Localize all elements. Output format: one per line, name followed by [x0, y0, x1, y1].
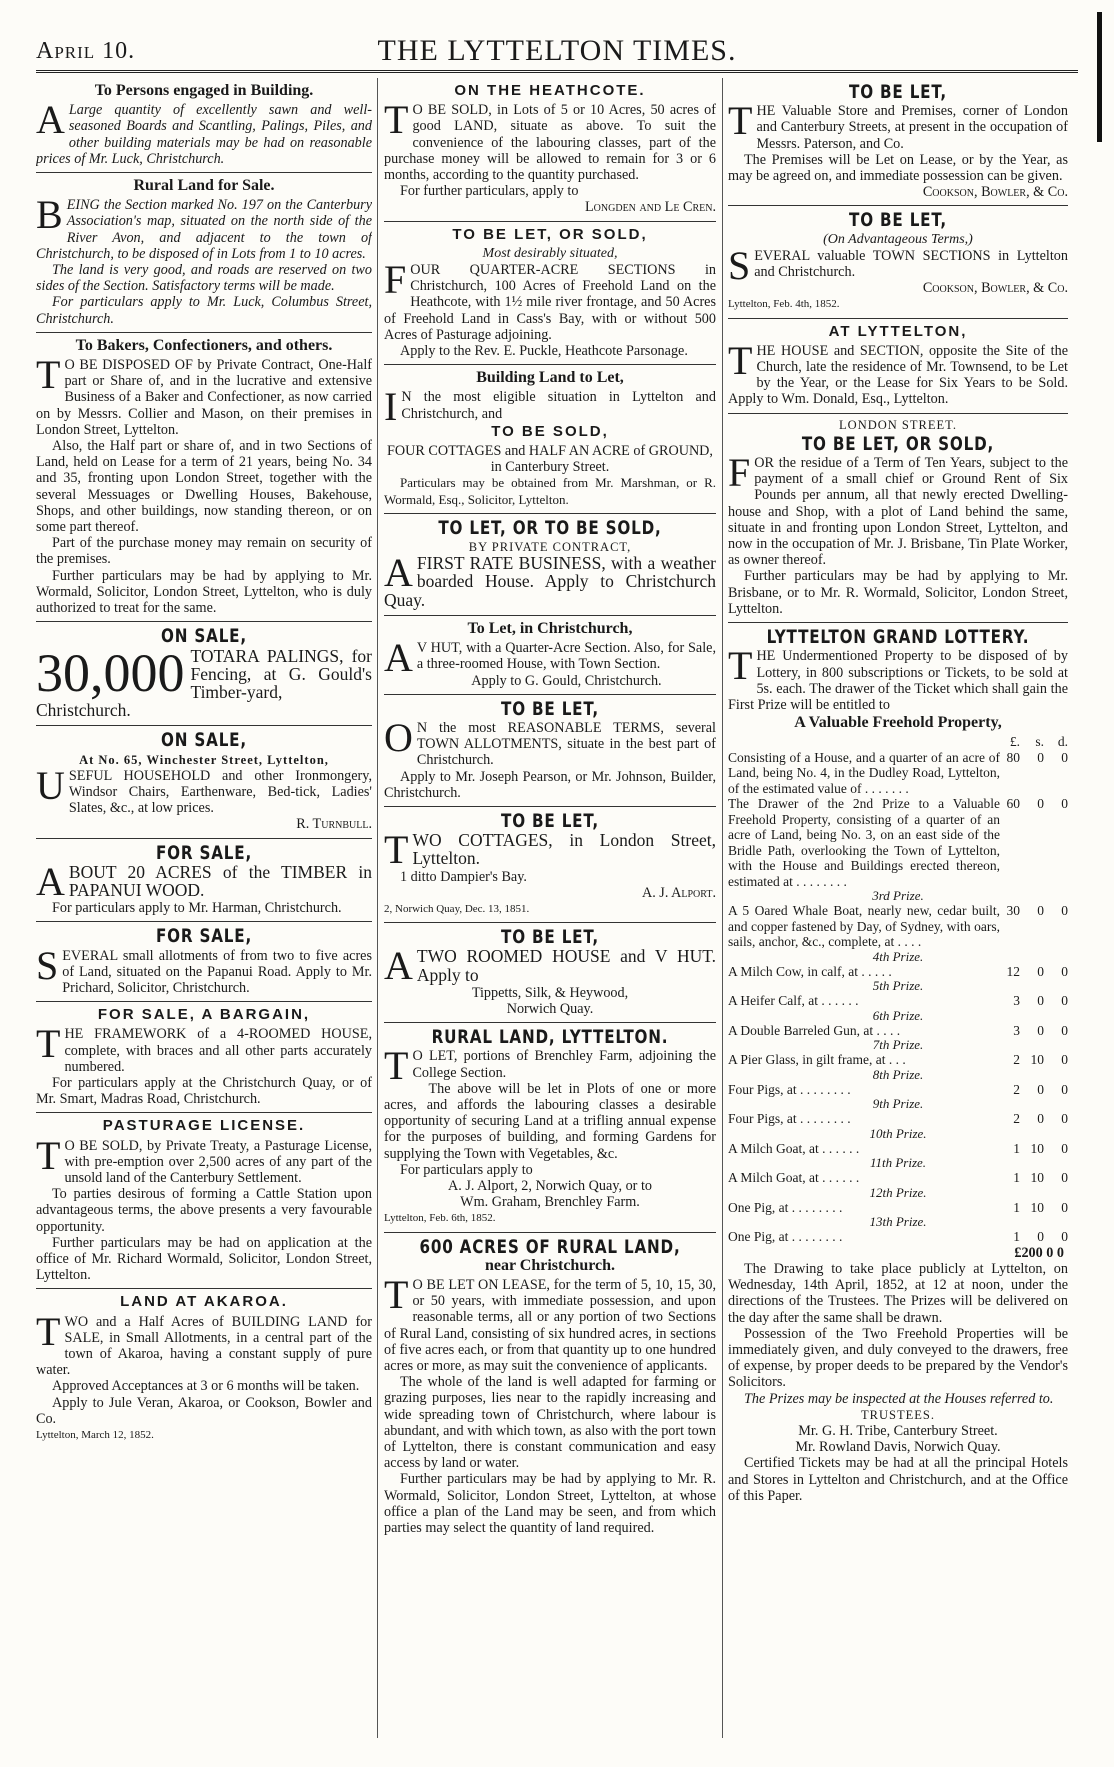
ad-heading: TO BE LET,: [501, 697, 599, 720]
prize-number: 8th Prize.: [872, 1066, 924, 1082]
prize-value: 3: [1013, 1022, 1020, 1038]
drop-cap: T: [384, 1272, 409, 1317]
prize-number: 5th Prize.: [872, 978, 924, 994]
ad-body: TOTARA PALINGS, for Fencing, at G. Gould's Timber-yard, Christchurch.: [36, 645, 372, 721]
ad-signature: Cookson, Bowler, & Co.: [922, 184, 1068, 201]
prize-row: [728, 1111, 1068, 1127]
ad-brenchley-farm: [384, 1023, 716, 1232]
ad-heading: RURAL LAND, LYTTELTON.: [431, 1026, 669, 1049]
ad-subheading: BY PRIVATE CONTRACT,: [468, 540, 632, 555]
ad-v-hut: [384, 616, 716, 695]
ad-allotments: [36, 922, 372, 1002]
ad-text: The Prizes may be inspected at the Houses referred to.: [744, 1390, 1054, 1407]
ad-heading: TO BE LET,: [501, 809, 599, 832]
ad-text: Certified Tickets may be had at all the principal Hotels and Stores in Lyttelton and Christchurch, and at the Office of this Paper.: [728, 1455, 1068, 1504]
prize-row: [728, 964, 1068, 980]
drop-cap: U: [36, 762, 65, 808]
drop-cap: T: [384, 97, 409, 143]
prize-value: 0: [1037, 1229, 1044, 1245]
prize-description: A Milch Cow, in calf, at . . . . .: [728, 963, 892, 979]
ad-town-allotments: [384, 695, 716, 807]
ad-body: EVERAL valuable TOWN SECTIONS in Lyttelton and Christchurch.: [754, 247, 1068, 281]
ad-text: For particulars apply to: [400, 1161, 533, 1178]
prize-value: 0: [1061, 1111, 1068, 1127]
ad-text: The above will be let in Plots of one or more acres, and affords the labouring classes a desirable opportunity of securing Land at a trifling annual expense for the purposes of building, and forming Gardens for supplying the Town with Vegetables, &c.: [384, 1080, 716, 1162]
ad-grand-lottery: [728, 623, 1068, 1509]
ad-body: HE FRAMEWORK of a 4-ROOMED HOUSE, complete, with braces and all other parts accurately numbered.: [64, 1026, 372, 1075]
drop-cap: T: [384, 827, 409, 873]
column-3: [728, 78, 1068, 1758]
prize-value: 0: [1061, 1081, 1068, 1097]
prize-value: 0: [1061, 796, 1068, 812]
prize-value: 1: [1013, 1170, 1020, 1186]
ad-text: Further particulars may be had on application at the office of Mr. Richard Wormald, Solicitor, London Street, Lyttelton.: [36, 1234, 372, 1284]
ad-body: Large quantity of excellently sawn and well-seasoned Boards and Scantling, Palings, Piles, and other building materials may be had on reasonable prices of Mr. Luck, Christchurch.: [36, 102, 372, 167]
ad-body: SEFUL HOUSEHOLD and other Ironmongery, Windsor Chairs, Earthenware, Bed-tick, Ladies' Slates, &c., at low prices.: [68, 767, 372, 817]
pence-label: d.: [1057, 734, 1068, 750]
prize-value: 0: [1061, 903, 1068, 919]
ad-heading-secondary: TO BE SOLD,: [491, 422, 609, 440]
ad-heading: TO BE LET,: [849, 209, 947, 232]
ad-heading: To Bakers, Confectioners, and others.: [75, 336, 333, 354]
ad-household: [36, 726, 372, 838]
ad-body: HE Valuable Store and Premises, corner of London and Canterbury Streets, at present in the occupation of Messrs. Paterson, and Co.: [756, 103, 1068, 152]
prize-description: A 5 Oared Whale Boat, nearly new, cedar built, and copper fastened by Day, of Sydney, with oars, sails, anchor, &c., complete, at . . . .: [728, 903, 1000, 950]
column-2: [384, 78, 716, 1758]
ad-body: HE Undermentioned Property to be disposed of by Lottery, in 800 subscriptions or Tickets, to be sold at 5s. each. The drawer of the Ticket which shall gain the First Prize will be entitled to: [728, 648, 1068, 713]
ad-text: For further particulars, apply to: [400, 183, 579, 200]
ad-body: OUR QUARTER-ACRE SECTIONS in Christchurch, 100 Acres of Freehold Land on the Heathcote, with 1½ mile river frontage, and 50 Acres of Freehold Land in Cass's Bay, with or without 500 Acres of Pasturage adjoining.: [384, 262, 716, 343]
prize-value: 0: [1061, 1199, 1068, 1215]
ad-church-house: [728, 319, 1068, 414]
ad-heading: TO BE LET, OR SOLD,: [452, 225, 648, 243]
prize-value: 10: [1030, 1052, 1044, 1068]
drop-cap: T: [36, 352, 61, 398]
prize-row: [728, 993, 1068, 1009]
ad-heading: ON SALE,: [161, 729, 247, 752]
ad-building: [36, 78, 372, 173]
prize-value: 0: [1037, 963, 1044, 979]
issue-date: April 10.: [36, 38, 136, 64]
prize-value: 0: [1037, 749, 1044, 765]
prize-description: The Drawer of the 2nd Prize to a Valuable Freehold Property, consisting of a quarter of an acre of Land, being No. 3, on an east side of the Bridle Path, overlooking the Town of Lyttelton, with the House and Buildings erected thereon, estimated at . . . . . . . .: [728, 796, 1000, 889]
masthead: [36, 30, 1078, 73]
ad-body: HE HOUSE and SECTION, opposite the Site of the Church, late the residence of Mr. Townsend, to be Let by the Year, or the Lease for Six Years to be Sold. Apply to Wm. Donald, Esq., Lyttelton.: [728, 342, 1068, 408]
prize-row: [728, 903, 1068, 950]
ad-text: Apply to Mr. Joseph Pearson, or Mr. Johnson, Builder, Christchurch.: [384, 768, 716, 801]
ad-rural-land: [36, 173, 372, 333]
ad-heading: TO LET, OR TO BE SOLD,: [438, 516, 662, 539]
ad-pasturage: [36, 1113, 372, 1289]
prize-row: [728, 1200, 1068, 1216]
ad-town-sections: [728, 206, 1068, 318]
ad-text: To parties desirous of forming a Cattle Station upon advantageous terms, the above presents a very favourable opportunity.: [36, 1186, 372, 1235]
prize-value: 0: [1061, 963, 1068, 979]
prize-value: 12: [1006, 963, 1020, 979]
prize-value: 60: [1006, 796, 1020, 812]
ad-date: Lyttelton, March 12, 1852.: [36, 1429, 154, 1442]
ad-subheading: near Christchurch.: [484, 1256, 616, 1274]
ad-body: O BE DISPOSED OF by Private Contract, One-Half part or Share of, and in the lucrative and extensive Business of a Baker and Confectioner, as now carried on by Messrs. Collier and Mason, on their premises in London Street, Lyttelton.: [36, 357, 372, 438]
lottery-property-heading: A Valuable Freehold Property,: [794, 714, 1002, 732]
trustee-name: Mr. Rowland Davis, Norwich Quay.: [795, 1439, 1001, 1456]
page-edge-rule: [1097, 12, 1102, 142]
prize-row: [728, 750, 1068, 797]
prize-value: 0: [1037, 1022, 1044, 1038]
ad-heading: TO BE LET, OR SOLD,: [801, 432, 995, 455]
ad-heading: ON SALE,: [161, 625, 247, 648]
pounds-label: £.: [1009, 734, 1020, 750]
ad-text: Wm. Graham, Brenchley Farm.: [460, 1194, 640, 1211]
drop-cap: S: [728, 242, 751, 288]
ad-heading: TO BE LET,: [501, 926, 599, 949]
ad-signature: Longden and Le Cren.: [585, 199, 716, 216]
drop-cap: A: [36, 858, 65, 904]
ad-date: 2, Norwich Quay, Dec. 13, 1851.: [384, 902, 530, 915]
ad-roomed-house: [384, 923, 716, 1023]
ad-heading: To Let, in Christchurch,: [467, 619, 633, 637]
drop-cap: B: [36, 192, 63, 238]
ad-body: WO COTTAGES, in London Street, Lyttelton.: [412, 830, 716, 869]
prize-value: 2: [1013, 1111, 1020, 1127]
palings-quantity: 30,000: [36, 642, 185, 703]
drop-cap: I: [384, 384, 398, 430]
prize-row: [728, 1170, 1068, 1186]
drop-cap: O: [384, 714, 413, 760]
prize-row: [728, 1082, 1068, 1098]
trustee-name: Mr. G. H. Tribe, Canterbury Street.: [798, 1423, 998, 1440]
lottery-total: £200 0 0: [1014, 1244, 1064, 1261]
prize-row: [728, 796, 1068, 889]
prize-description: A Milch Goat, at . . . . . .: [728, 1140, 860, 1156]
ad-body: TWO ROOMED HOUSE and V HUT. Apply to: [416, 946, 716, 985]
prize-number: 11th Prize.: [869, 1155, 927, 1171]
prize-value: 0: [1037, 993, 1044, 1009]
prize-value: 0: [1061, 993, 1068, 1009]
prize-description: Four Pigs, at . . . . . . . .: [728, 1081, 851, 1097]
column-divider: [377, 78, 378, 1738]
drop-cap: F: [728, 450, 751, 496]
prize-value: 10: [1030, 1199, 1044, 1215]
lottery-prize-list: [728, 750, 1068, 1245]
column-1: [36, 78, 372, 1748]
ad-body: FIRST RATE BUSINESS, with a weather boarded House. Apply to Christchurch Quay.: [384, 553, 716, 610]
ad-signature: A. J. Alport.: [641, 884, 716, 901]
ad-text: The land is very good, and roads are reserved on two sides of the Section. Satisfactory terms will be made.: [36, 262, 372, 295]
ad-heading: To Persons engaged in Building.: [94, 82, 314, 99]
prize-row: [728, 1141, 1068, 1157]
ad-date: Lyttelton, Feb. 4th, 1852.: [728, 298, 840, 311]
prize-value: 0: [1061, 1229, 1068, 1245]
prize-row: [728, 1229, 1068, 1245]
prize-number: 3rd Prize.: [872, 888, 924, 904]
prize-description: A Double Barreled Gun, at . . . .: [728, 1022, 901, 1038]
ad-body: N the most eligible situation in Lyttelton and Christchurch, and: [401, 389, 716, 422]
ad-heading: 600 ACRES OF RURAL LAND,: [419, 1235, 681, 1258]
drop-cap: T: [36, 1132, 61, 1178]
prize-description: One Pig, at . . . . . . . .: [728, 1229, 843, 1245]
ad-body: EING the Section marked No. 197 on the Canterbury Association's map, situated on the north side of the River Avon, and adjacent to the town of Christchurch, to be disposed of in Lots from 1 to 10 acres.: [36, 197, 372, 262]
drop-cap: T: [36, 1308, 61, 1354]
ad-text: Further particulars may be had by applying to Mr. Brisbane, or to Mr. R. Wormald, Solicitor, London Street, Lyttelton.: [728, 568, 1068, 617]
ad-text: The Drawing to take place publicly at Lyttelton, on Wednesday, 14th April, 1852, at 12 at noon, under the directions of the Trustees. The Prizes will be delivered on the day after the same shall be drawn.: [728, 1261, 1068, 1326]
ad-text: FOUR COTTAGES and HALF AN ACRE of GROUND, in Canterbury Street.: [387, 443, 713, 476]
prize-row: [728, 1052, 1068, 1068]
ad-subheading: At No. 65, Winchester Street, Lyttelton,: [79, 752, 329, 767]
drop-cap: S: [36, 942, 59, 988]
prize-value: 10: [1030, 1170, 1044, 1186]
prize-description: One Pig, at . . . . . . . .: [728, 1199, 843, 1215]
ad-text: Apply to the Rev. E. Puckle, Heathcote Parsonage.: [400, 343, 688, 360]
ad-signature: Cookson, Bowler, & Co.: [922, 280, 1068, 297]
prize-value: 0: [1061, 1052, 1068, 1068]
prize-number: 7th Prize.: [872, 1037, 924, 1053]
ad-600-acres: [384, 1233, 716, 1542]
prize-number: 12th Prize.: [869, 1184, 927, 1200]
currency-header: [728, 734, 1068, 750]
prize-value: 1: [1013, 1229, 1020, 1245]
ad-timber: [36, 839, 372, 923]
prize-value: 1: [1013, 1140, 1020, 1156]
prize-description: A Pier Glass, in gilt frame, at . . .: [728, 1052, 906, 1068]
trustees-label: TRUSTEES.: [861, 1407, 935, 1422]
ad-heading: PASTURAGE LICENSE.: [102, 1117, 306, 1135]
ad-text: Also, the Half part or share of, and in two Sections of Land, held on Lease for a term of 21 years, being No. 34 and 35, fronting upon London Street, together with the several Messuages or Dwelling Houses, Bakehouse, Shops, and other buildings, now standing thereon, or on some part thereof.: [36, 438, 372, 536]
prize-value: 0: [1037, 903, 1044, 919]
ad-heading: Building Land to Let,: [476, 369, 624, 387]
drop-cap: A: [36, 97, 65, 143]
prize-value: 0: [1061, 1170, 1068, 1186]
ad-heading: AT LYTTELTON,: [828, 322, 968, 340]
prize-description: A Heifer Calf, at . . . . . .: [728, 993, 859, 1009]
column-divider: [722, 78, 723, 1738]
ad-text: Apply to Jule Veran, Akaroa, or Cookson, Bowler and Co.: [36, 1394, 372, 1427]
prize-description: Consisting of a House, and a quarter of an acre of Land, being No. 4, in the Dudley Road, Lyttelton, of the estimated value of . . . . . . .: [728, 749, 1000, 796]
ad-heading: ON THE HEATHCOTE.: [454, 82, 646, 99]
ad-subheading: Most desirably situated,: [482, 245, 618, 261]
newspaper-title: THE LYTTELTON TIMES.: [377, 34, 737, 67]
ad-body: O BE SOLD, by Private Treaty, a Pasturage License, with pre-emption over 2,500 acres of any part of the unsold land of the Canterbury Settlement.: [64, 1137, 372, 1186]
prize-value: 0: [1061, 1022, 1068, 1038]
ad-bakers: [36, 333, 372, 622]
prize-description: A Milch Goat, at . . . . . .: [728, 1170, 860, 1186]
ad-text: Tippetts, Silk, & Heywood,: [471, 984, 629, 1001]
prize-number: 9th Prize.: [872, 1096, 924, 1112]
ad-heading: Rural Land for Sale.: [133, 177, 275, 195]
ad-london-street: [728, 414, 1068, 623]
ad-signature: R. Turnbull.: [296, 816, 372, 833]
prize-number: 10th Prize.: [869, 1125, 927, 1141]
ad-cottages: [384, 807, 716, 923]
ad-body: O BE LET ON LEASE, for the term of 5, 10, 15, 30, or 50 years, with immediate possession, and upon reasonable terms, all or any portion of two Sections of Rural Land, consisting of six hundred acres, in sections of five acres each, or from that quantity up to one hundred acres or more, as may suit the convenience of applicants.: [384, 1277, 716, 1375]
ad-heading: TO BE LET,: [849, 81, 947, 103]
drop-cap: T: [728, 643, 753, 689]
prize-value: 1: [1013, 1199, 1020, 1215]
drop-cap: T: [728, 337, 753, 383]
drop-cap: T: [384, 1043, 409, 1089]
ad-text: For particulars apply at the Christchurch Quay, or of Mr. Smart, Madras Road, Christchurch.: [36, 1074, 372, 1108]
prize-description: Four Pigs, at . . . . . . . .: [728, 1111, 851, 1127]
ad-body: O BE SOLD, in Lots of 5 or 10 Acres, 50 acres of good LAND, situate as above. To suit the convenience of the labouring classes, part of the purchase money will be allowed to remain for 3 or 6 months, according to the quantity purchased.: [384, 102, 716, 184]
ad-date: Lyttelton, Feb. 6th, 1852.: [384, 1212, 496, 1225]
ad-heading: LAND AT AKAROA.: [120, 1293, 288, 1311]
prize-value: 30: [1006, 903, 1020, 919]
ad-heading: FOR SALE,: [155, 841, 253, 864]
prize-number: 4th Prize.: [872, 948, 924, 964]
prize-value: 10: [1030, 1140, 1044, 1156]
ad-heathcote: [384, 78, 716, 222]
drop-cap: T: [36, 1021, 61, 1067]
prize-value: 0: [1037, 796, 1044, 812]
ad-text: 1 ditto Dampier's Bay.: [400, 868, 527, 885]
prize-value: 0: [1061, 1140, 1068, 1156]
ad-body: V HUT, with a Quarter-Acre Section. Also, for Sale, a three-roomed House, with Town Section.: [416, 640, 716, 673]
prize-number: 13th Prize.: [869, 1214, 927, 1230]
ad-heading: FOR SALE,: [155, 925, 253, 948]
prize-value: 0: [1061, 749, 1068, 765]
drop-cap: A: [384, 635, 413, 681]
ad-akaroa: [36, 1289, 372, 1448]
ad-text: Norwich Quay.: [506, 1000, 594, 1017]
ad-text: For particulars apply to Mr. Luck, Columbus Street, Christchurch.: [36, 294, 372, 327]
ad-text: Possession of the Two Freehold Properties will be immediately given, and duly conveyed to the drawers, free of expense, by proper deeds to be prepared by the Vendor's Solicitors.: [728, 1325, 1068, 1391]
ad-text: Apply to G. Gould, Christchurch.: [471, 672, 662, 689]
ad-body: WO and a Half Acres of BUILDING LAND for SALE, in Small Allotments, in a central part of the town of Akaroa, having a constant supply of pure water.: [36, 1313, 372, 1379]
ad-body: OR the residue of a Term of Ten Years, subject to the payment of a small chief or Ground Rent of Six Pounds per annum, all that newly erected Dwelling-house and Shop, with a plot of Land behind the same, situate in and fronting upon London Street, Lyttelton, and now in the occupation of Mr. J. Brisbane, Tin Plate Worker, as owner thereof.: [728, 455, 1068, 569]
prize-value: 0: [1037, 1081, 1044, 1097]
ad-business: [384, 514, 716, 616]
ad-store: [728, 78, 1068, 206]
ad-heading: LYTTELTON GRAND LOTTERY.: [766, 626, 1030, 649]
ad-bargain: [36, 1002, 372, 1113]
ad-heading: FOR SALE, A BARGAIN,: [97, 1006, 311, 1024]
ad-body: BOUT 20 ACRES of the TIMBER in PAPANUI WOOD.: [68, 861, 372, 900]
ad-text: The Premises will be Let on Lease, or by the Year, as may be agreed on, and immediate possession can be given.: [728, 151, 1068, 185]
drop-cap: A: [384, 943, 413, 989]
ad-palings: [36, 622, 372, 726]
ad-text: For particulars apply to Mr. Harman, Christchurch.: [52, 900, 342, 917]
drop-cap: T: [728, 98, 753, 144]
ad-text: A. J. Alport, 2, Norwich Quay, or to: [448, 1177, 652, 1194]
ad-quarter-acre: [384, 222, 716, 366]
ad-body: EVERAL small allotments of from two to five acres of Land, situated on the Papanui Road. Apply to Mr. Prichard, Solicitor, Christchurch.: [62, 947, 372, 996]
ad-text: Further particulars may be had by applying to Mr. Wormald, Solicitor, London Street, Lyttelton, who is duly authorized to treat for the same.: [36, 567, 372, 617]
drop-cap: A: [384, 550, 413, 596]
ad-text: Particulars may be obtained from Mr. Marshman, or R. Wormald, Esq., Solicitor, Lyttelton.: [384, 475, 716, 507]
prize-row: [728, 1023, 1068, 1039]
prize-number: 6th Prize.: [872, 1007, 924, 1023]
ad-building-land: [384, 365, 716, 514]
shillings-label: s.: [1035, 734, 1044, 750]
ad-body: N the most REASONABLE TERMS, several TOWN ALLOTMENTS, situate in the best part of Christchurch.: [416, 719, 716, 769]
ad-text: Approved Acceptances at 3 or 6 months will be taken.: [52, 1378, 360, 1395]
prize-value: 0: [1037, 1111, 1044, 1127]
prize-value: 3: [1013, 993, 1020, 1009]
ad-body: O LET, portions of Brenchley Farm, adjoining the College Section.: [412, 1048, 716, 1081]
prize-value: 80: [1006, 749, 1020, 765]
ad-subheading: (On Advantageous Terms,): [823, 231, 973, 247]
ad-text: Further particulars may be had by applying to Mr. R. Wormald, Solicitor, London Street, Lyttelton, at whose office a plan of the Land may be seen, and from which parties may select the quantity of land required.: [384, 1471, 716, 1537]
prize-value: 2: [1013, 1052, 1020, 1068]
drop-cap: F: [384, 257, 407, 303]
prize-value: 2: [1013, 1081, 1020, 1097]
ad-text: The whole of the land is well adapted for farming or grazing purposes, lies near to the rapidly increasing and wide spreading town of Christchurch, where labour is abundant, and with which town, as also with the port town of Lyttelton, there is constant communication and easy access by land or water.: [384, 1374, 716, 1472]
ad-subheading: LONDON STREET.: [839, 417, 957, 432]
ad-text: Part of the purchase money may remain on security of the premises.: [36, 535, 372, 568]
